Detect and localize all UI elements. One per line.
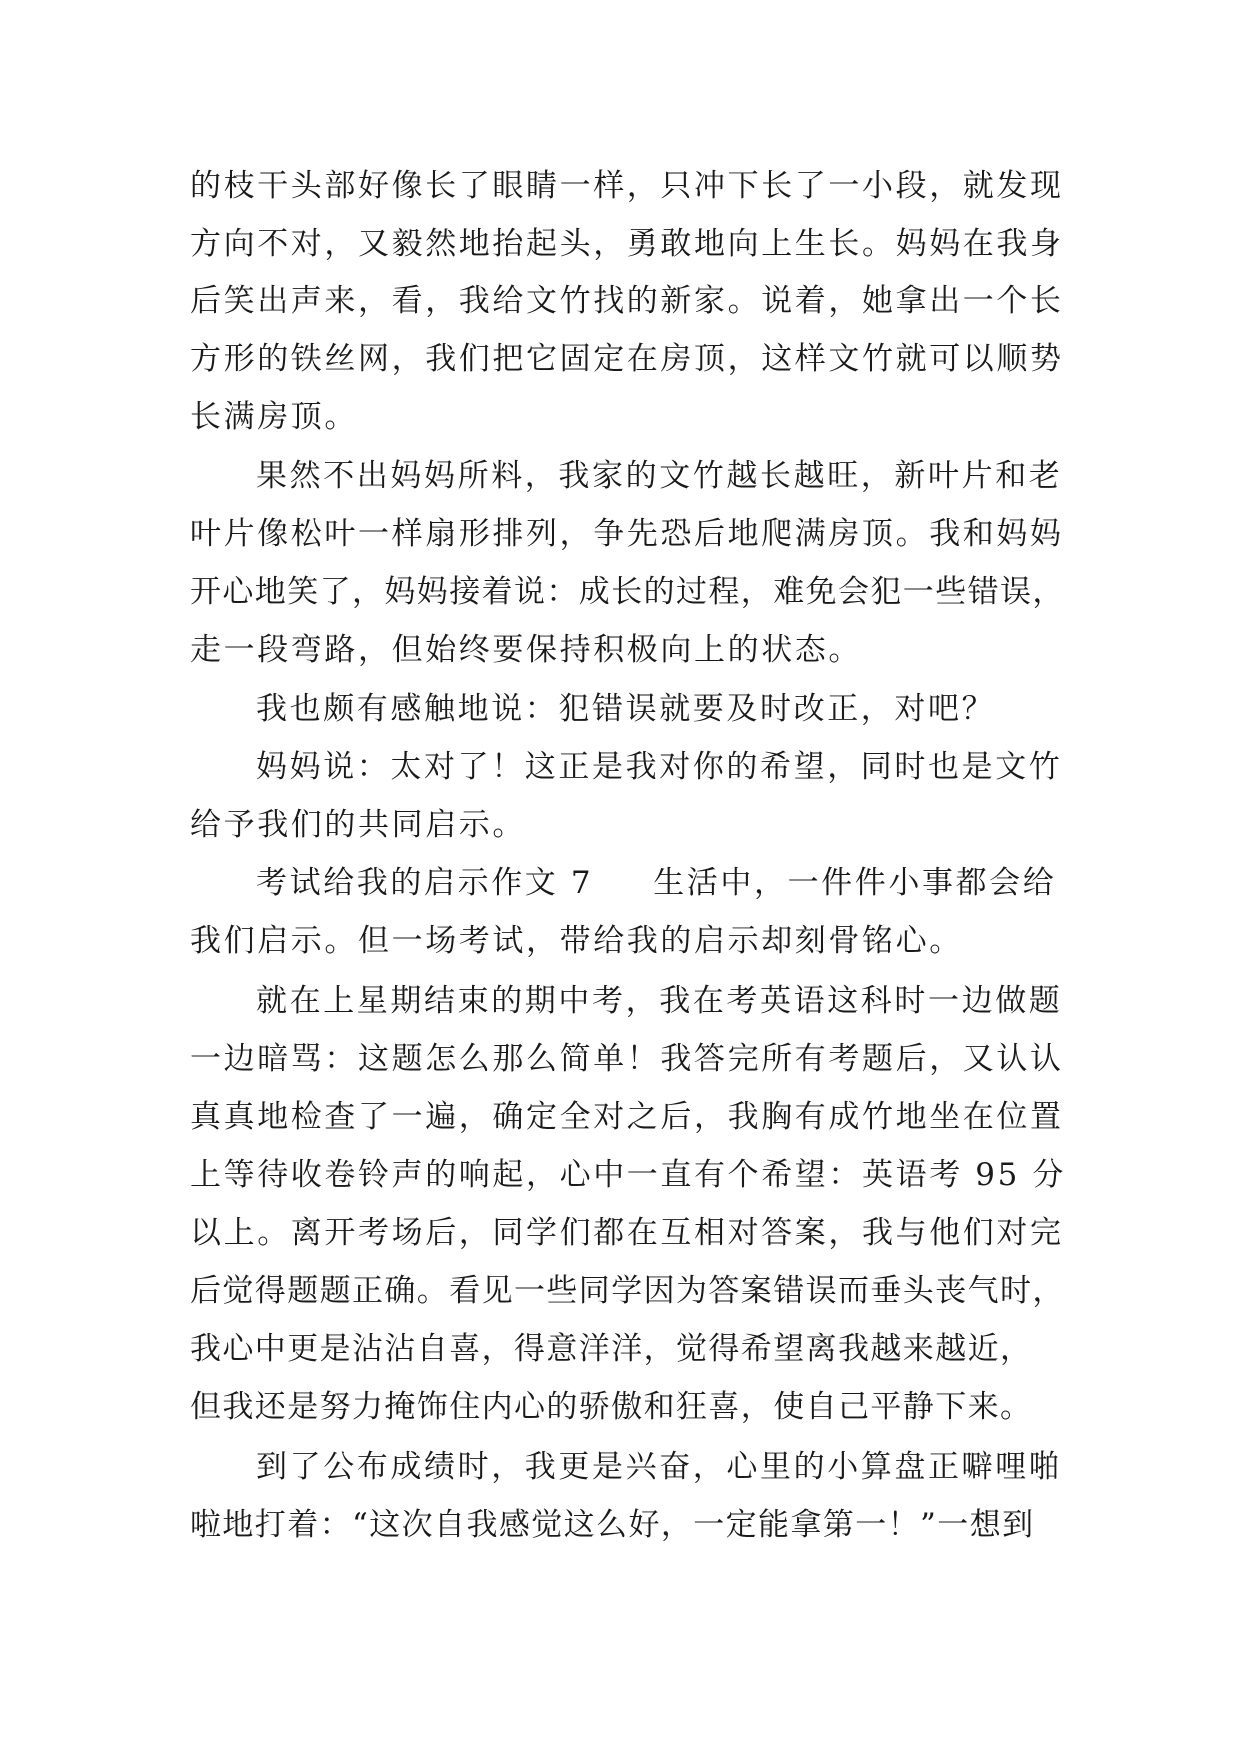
paragraph-first-line: 到了公布成绩时，我更是兴奋，心里的小算盘正噼哩啪 <box>256 1449 1063 1485</box>
essay-opening: 生活中，一件件小事都会给 <box>653 865 1057 901</box>
text-line: 我们启示。但一场考试，带给我的启示却刻骨铭心。 <box>190 923 963 959</box>
text-line: 的枝干头部好像长了眼睛一样，只冲下长了一小段，就发现 <box>190 168 1064 204</box>
text-line: 长满房顶。 <box>190 399 358 435</box>
paragraph-first-line: 就在上星期结束的期中考，我在考英语这科时一边做题 <box>256 983 1063 1019</box>
text-line: 我心中更是沾沾自喜，得意洋洋，觉得希望离我越来越近， <box>190 1331 1033 1367</box>
paragraph-first-line: 妈妈说：太对了！这正是我对你的希望，同时也是文竹 <box>256 749 1063 785</box>
essay-heading-line <box>256 853 1060 913</box>
text-line: 开心地笑了，妈妈接着说：成长的过程，难免会犯一些错误， <box>190 574 1065 610</box>
text-line: 但我还是努力掩饰住内心的骄傲和狂喜，使自己平静下来。 <box>190 1389 1033 1425</box>
text-line: 走一段弯路，但始终要保持积极向上的状态。 <box>190 632 862 668</box>
text-line: 叶片像松叶一样扇形排列，争先恐后地爬满房顶。我和妈妈 <box>190 516 1064 552</box>
text-line: 上等待收卷铃声的响起，心中一直有个希望：英语考 95 分 <box>190 1157 1066 1193</box>
text-line: 后笑出声来，看，我给文竹找的新家。说着，她拿出一个长 <box>190 283 1064 319</box>
text-line: 啦地打着：“这次自我感觉这么好，一定能拿第一！”一想到 <box>190 1507 1035 1543</box>
essay-title: 考试给我的启示作文 7 <box>256 865 594 901</box>
text-line: 后觉得题题正确。看见一些同学因为答案错误而垂头丧气时， <box>190 1273 1065 1309</box>
text-line: 真真地检查了一遍，确定全对之后，我胸有成竹地坐在位置 <box>190 1099 1064 1135</box>
text-line: 方形的铁丝网，我们把它固定在房顶，这样文竹就可以顺势 <box>190 341 1064 377</box>
text-line: 一边暗骂：这题怎么那么简单！我答完所有考题后，又认认 <box>190 1041 1064 1077</box>
text-line: 以上。离开考场后，同学们都在互相对答案，我与他们对完 <box>190 1215 1064 1251</box>
text-line: 方向不对，又毅然地抬起头，勇敢地向上生长。妈妈在我身 <box>190 226 1064 262</box>
paragraph-first-line: 果然不出妈妈所料，我家的文竹越长越旺，新叶片和老 <box>256 458 1063 494</box>
paragraph-first-line: 我也颇有感触地说：犯错误就要及时改正，对吧？ <box>256 691 996 727</box>
text-line: 给予我们的共同启示。 <box>190 807 526 843</box>
